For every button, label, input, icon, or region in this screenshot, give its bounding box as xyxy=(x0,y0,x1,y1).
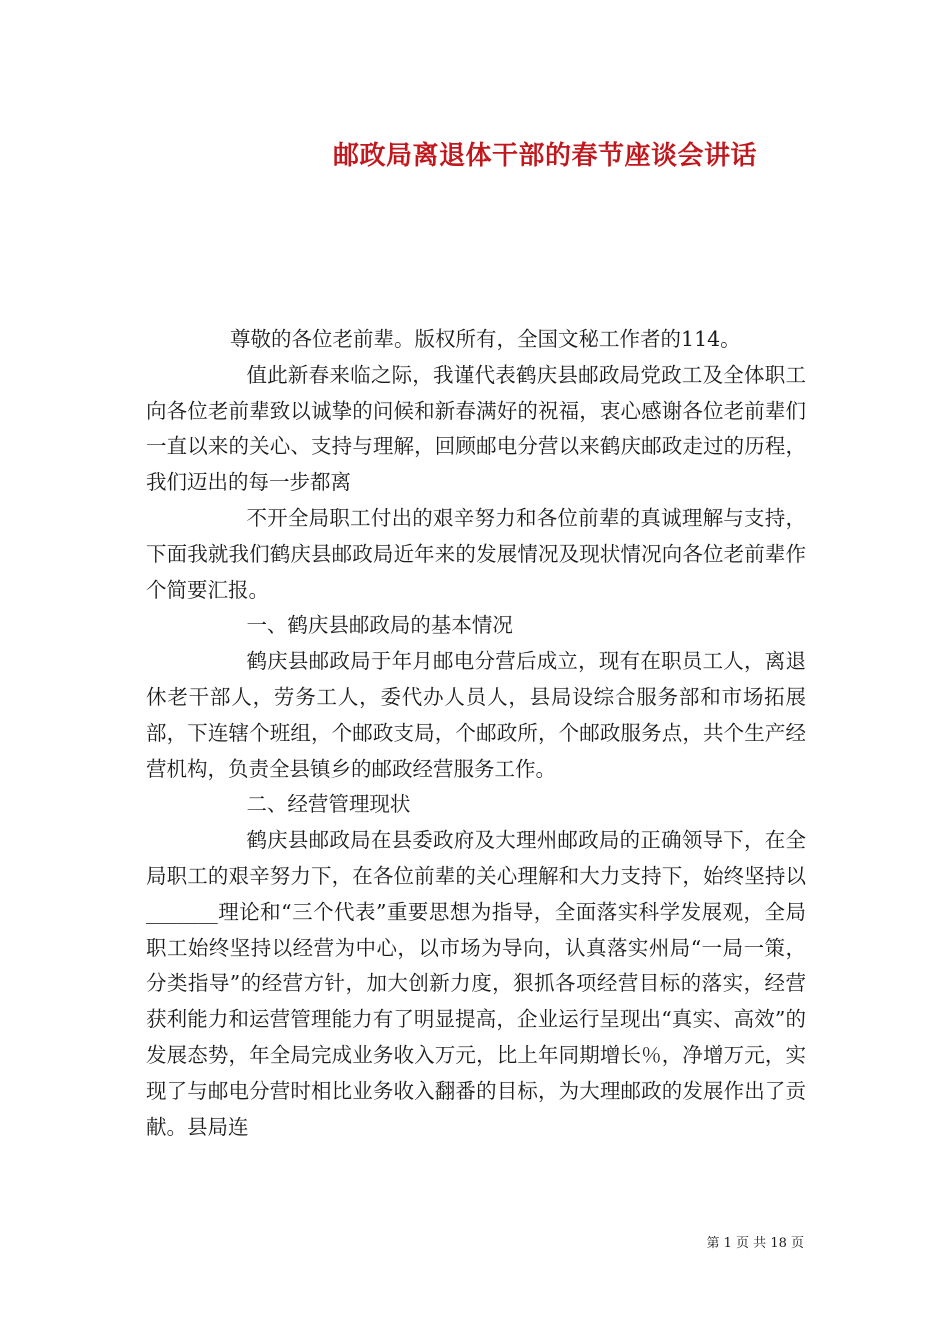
page-number-footer: 第 1 页 共 18 页 xyxy=(706,1236,804,1251)
document-body xyxy=(146,322,806,1145)
section-heading: 一、鹤庆县邮政局的基本情况 xyxy=(246,613,513,638)
paragraph-greeting: 尊敬的各位老前辈。版权所有，全国文秘工作者的114。 xyxy=(230,327,741,351)
paragraph: 不开全局职工付出的艰辛努力和各位前辈的真诚理解与支持，下面我就我们鹤庆县邮政局近年来的发展情况及现状情况向各位老前辈作个简要汇报。 xyxy=(146,505,806,602)
document-title: 邮政局离退体干部的春节座谈会讲话 xyxy=(332,141,757,171)
paragraph: 值此新春来临之际，我谨代表鹤庆县邮政局党政工及全体职工向各位老前辈致以诚挚的问候和新春满好的祝福，衷心感谢各位老前辈们一直以来的关心、支持与理解，回顾邮电分营以来鹤庆邮政走过的历程，我们迈出的每一步都离 xyxy=(146,362,806,495)
paragraph: 鹤庆县邮政局于年月邮电分营后成立，现有在职员工人，离退休老干部人，劳务工人，委代办人员人，县局设综合服务部和市场拓展部，下连辖个班组，个邮政支局，个邮政所，个邮政服务点，共个生产经营机构，负责全县镇乡的邮政经营服务工作。 xyxy=(146,649,806,781)
paragraph: 鹤庆县邮政局在县委政府及大理州邮政局的正确领导下，在全局职工的艰辛努力下，在各位前辈的关心理解和大力支持下，始终坚持以_______理论和“三个代表”重要思想为指导，全面落实科学发展观，全局职工始终坚持以经营为中心，以市场为导向，认真落实州局“一局一策，分类指导”的经营方针，加大创新力度，狠抓各项经营目标的落实，经营获利能力和运营管理能力有了明显提高，企业运行呈现出“真实、高效”的发展态势，年全局完成业务收入万元，比上年同期增长％，净增万元，实现了与邮电分营时相比业务收入翻番的目标，为大理邮政的发展作出了贡献。县局连 xyxy=(146,828,806,1139)
section-heading: 二、经营管理现状 xyxy=(246,792,411,817)
